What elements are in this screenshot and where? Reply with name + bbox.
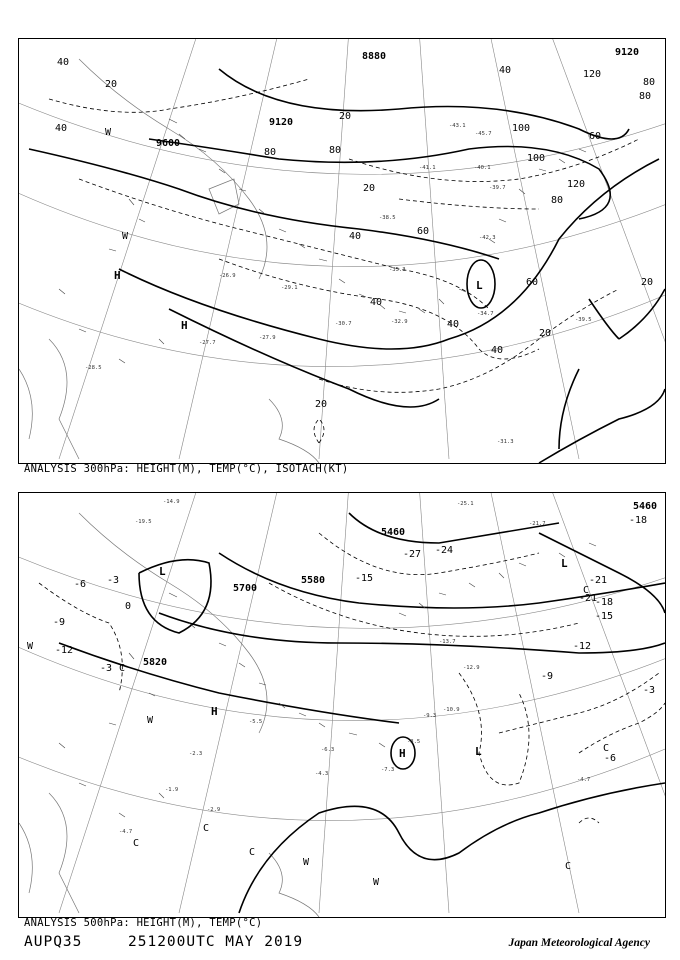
warm-center: W: [122, 231, 129, 242]
temp-label: -18: [629, 515, 648, 526]
isotach-label: 20: [539, 328, 552, 339]
observation-value: -27.7: [199, 340, 216, 346]
cold-center: C: [565, 861, 572, 872]
temp-label: -24: [435, 545, 454, 556]
isotach-label: 40: [55, 123, 68, 134]
temp-label: -21: [579, 593, 598, 604]
observation-value: -7.3: [381, 767, 395, 773]
temp-label: -3: [100, 663, 113, 674]
height-label: 8880: [362, 51, 387, 62]
height-label: 9120: [615, 47, 640, 58]
cold-center: C: [133, 838, 140, 849]
isotach-label: 80: [329, 145, 342, 156]
observation-value: -14.9: [163, 499, 180, 505]
observation-value: -13.7: [439, 639, 456, 645]
observation-value: -32.9: [391, 319, 408, 325]
coastline: [19, 513, 319, 917]
isotach-label: 20: [105, 79, 118, 90]
temp-label: 0: [125, 601, 132, 612]
cold-center: C: [203, 823, 210, 834]
high-pressure-center: H: [181, 319, 188, 332]
isotach-label: 80: [264, 147, 277, 158]
isotach-label: 20: [339, 111, 352, 122]
low-pressure-center: L: [159, 565, 166, 578]
observation-value: -25.1: [457, 501, 474, 507]
isotach-label: 20: [363, 183, 376, 194]
isotach-label: 80: [639, 91, 652, 102]
observation-value: -35.3: [389, 267, 406, 273]
isotach-label: 60: [589, 131, 602, 142]
observation-value: -21.7: [529, 521, 546, 527]
map-panel-500hpa: [18, 492, 666, 918]
observation-value: -4.7: [119, 829, 133, 835]
height-label: 5820: [143, 657, 168, 668]
chart-datetime: 251200UTC MAY 2019: [128, 934, 304, 950]
cold-center: C: [583, 585, 590, 596]
observation-value: -28.5: [85, 365, 102, 371]
warm-center: W: [303, 857, 310, 868]
observation-value: -6.3: [321, 747, 335, 753]
isotach-label: 120: [583, 69, 602, 80]
temp-label: -27: [403, 549, 422, 560]
isotach-label: 100: [527, 153, 546, 164]
isotach-label: 60: [526, 277, 539, 288]
isotach-label: 40: [370, 297, 383, 308]
temp-contours: [39, 533, 665, 823]
low-pressure-center: L: [476, 279, 483, 292]
cold-center: C: [119, 663, 126, 674]
warm-center: W: [105, 127, 112, 138]
observation-value: -27.9: [259, 335, 276, 341]
warm-center: W: [147, 715, 154, 726]
observation-value: -45.7: [475, 131, 492, 137]
temp-label: -21: [589, 575, 608, 586]
warm-center: W: [373, 877, 380, 888]
low-pressure-center: L: [561, 557, 568, 570]
observation-value: -42.3: [479, 235, 496, 241]
observation-value: -5.5: [249, 719, 263, 725]
low-pressure-center: L: [475, 745, 482, 758]
observation-value: -34.7: [477, 311, 494, 317]
isotach-label: 40: [57, 57, 70, 68]
high-pressure-center: H: [114, 269, 121, 282]
isotach-label: 60: [417, 226, 430, 237]
observation-value: -10.9: [443, 707, 460, 713]
observation-value: -9.3: [423, 713, 437, 719]
observation-value: -26.9: [219, 273, 236, 279]
isotach-label: 20: [641, 277, 654, 288]
observation-value: -40.1: [474, 165, 491, 171]
high-pressure-center: H: [399, 747, 406, 760]
graticule: [19, 493, 665, 913]
observation-value: -29.1: [281, 285, 298, 291]
agency-name: Japan Meteorological Agency: [508, 937, 650, 949]
observation-value: -8.5: [407, 739, 421, 745]
cold-center: C: [603, 743, 610, 754]
observation-value: -4.3: [315, 771, 329, 777]
isotach-contours: [49, 79, 639, 443]
panel-caption-500hpa: ANALYSIS 500hPa: HEIGHT(M), TEMP(°C): [24, 917, 263, 929]
temp-label: -18: [595, 597, 614, 608]
map-500hpa-svg: [19, 493, 665, 917]
temp-label: -6: [604, 753, 617, 764]
wind-barbs: [59, 119, 586, 363]
height-label: 5460: [633, 501, 658, 512]
temp-label: -3: [643, 685, 656, 696]
observation-value: -2.9: [207, 807, 221, 813]
isotach-label: 120: [567, 179, 586, 190]
temp-label: -9: [53, 617, 66, 628]
isotach-label: 80: [643, 77, 656, 88]
observation-value: -12.9: [463, 665, 480, 671]
isotach-label: 40: [491, 345, 504, 356]
temp-label: -6: [74, 579, 87, 590]
height-label: 9600: [156, 138, 181, 149]
temp-label: -12: [573, 641, 592, 652]
height-label: 5460: [381, 527, 406, 538]
observation-value: -43.1: [449, 123, 466, 129]
chart-code: AUPQ35: [24, 934, 83, 950]
observation-value: -39.5: [575, 317, 592, 323]
isotach-label: 20: [315, 399, 328, 410]
isotach-label: 80: [551, 195, 564, 206]
observation-value: -1.9: [165, 787, 179, 793]
temp-label: -15: [595, 611, 614, 622]
map-300hpa-svg: [19, 39, 665, 463]
warm-center: W: [27, 641, 34, 652]
observation-value: -31.3: [497, 439, 514, 445]
observation-value: -4.7: [577, 777, 591, 783]
height-label: 5700: [233, 583, 258, 594]
observation-value: -19.5: [135, 519, 152, 525]
observation-value: -39.7: [489, 185, 506, 191]
observation-value: -2.3: [189, 751, 203, 757]
isotach-label: 40: [447, 319, 460, 330]
observation-value: -38.5: [379, 215, 396, 221]
map-panel-300hpa: [18, 38, 666, 464]
cold-center: C: [249, 847, 256, 858]
high-pressure-center: H: [211, 705, 218, 718]
height-label: 5580: [301, 575, 326, 586]
temp-label: -12: [55, 645, 74, 656]
temp-label: -15: [355, 573, 374, 584]
temp-label: -9: [541, 671, 554, 682]
temp-label: -3: [107, 575, 120, 586]
isotach-label: 40: [349, 231, 362, 242]
observation-value: -30.7: [335, 321, 352, 327]
isotach-label: 100: [512, 123, 531, 134]
height-label: 9120: [269, 117, 294, 128]
panel-caption-300hpa: ANALYSIS 300hPa: HEIGHT(M), TEMP(°C), ISOTACH(KT): [24, 463, 349, 475]
height-contours: [29, 69, 665, 463]
isotach-label: 40: [499, 65, 512, 76]
observation-value: -41.1: [419, 165, 436, 171]
